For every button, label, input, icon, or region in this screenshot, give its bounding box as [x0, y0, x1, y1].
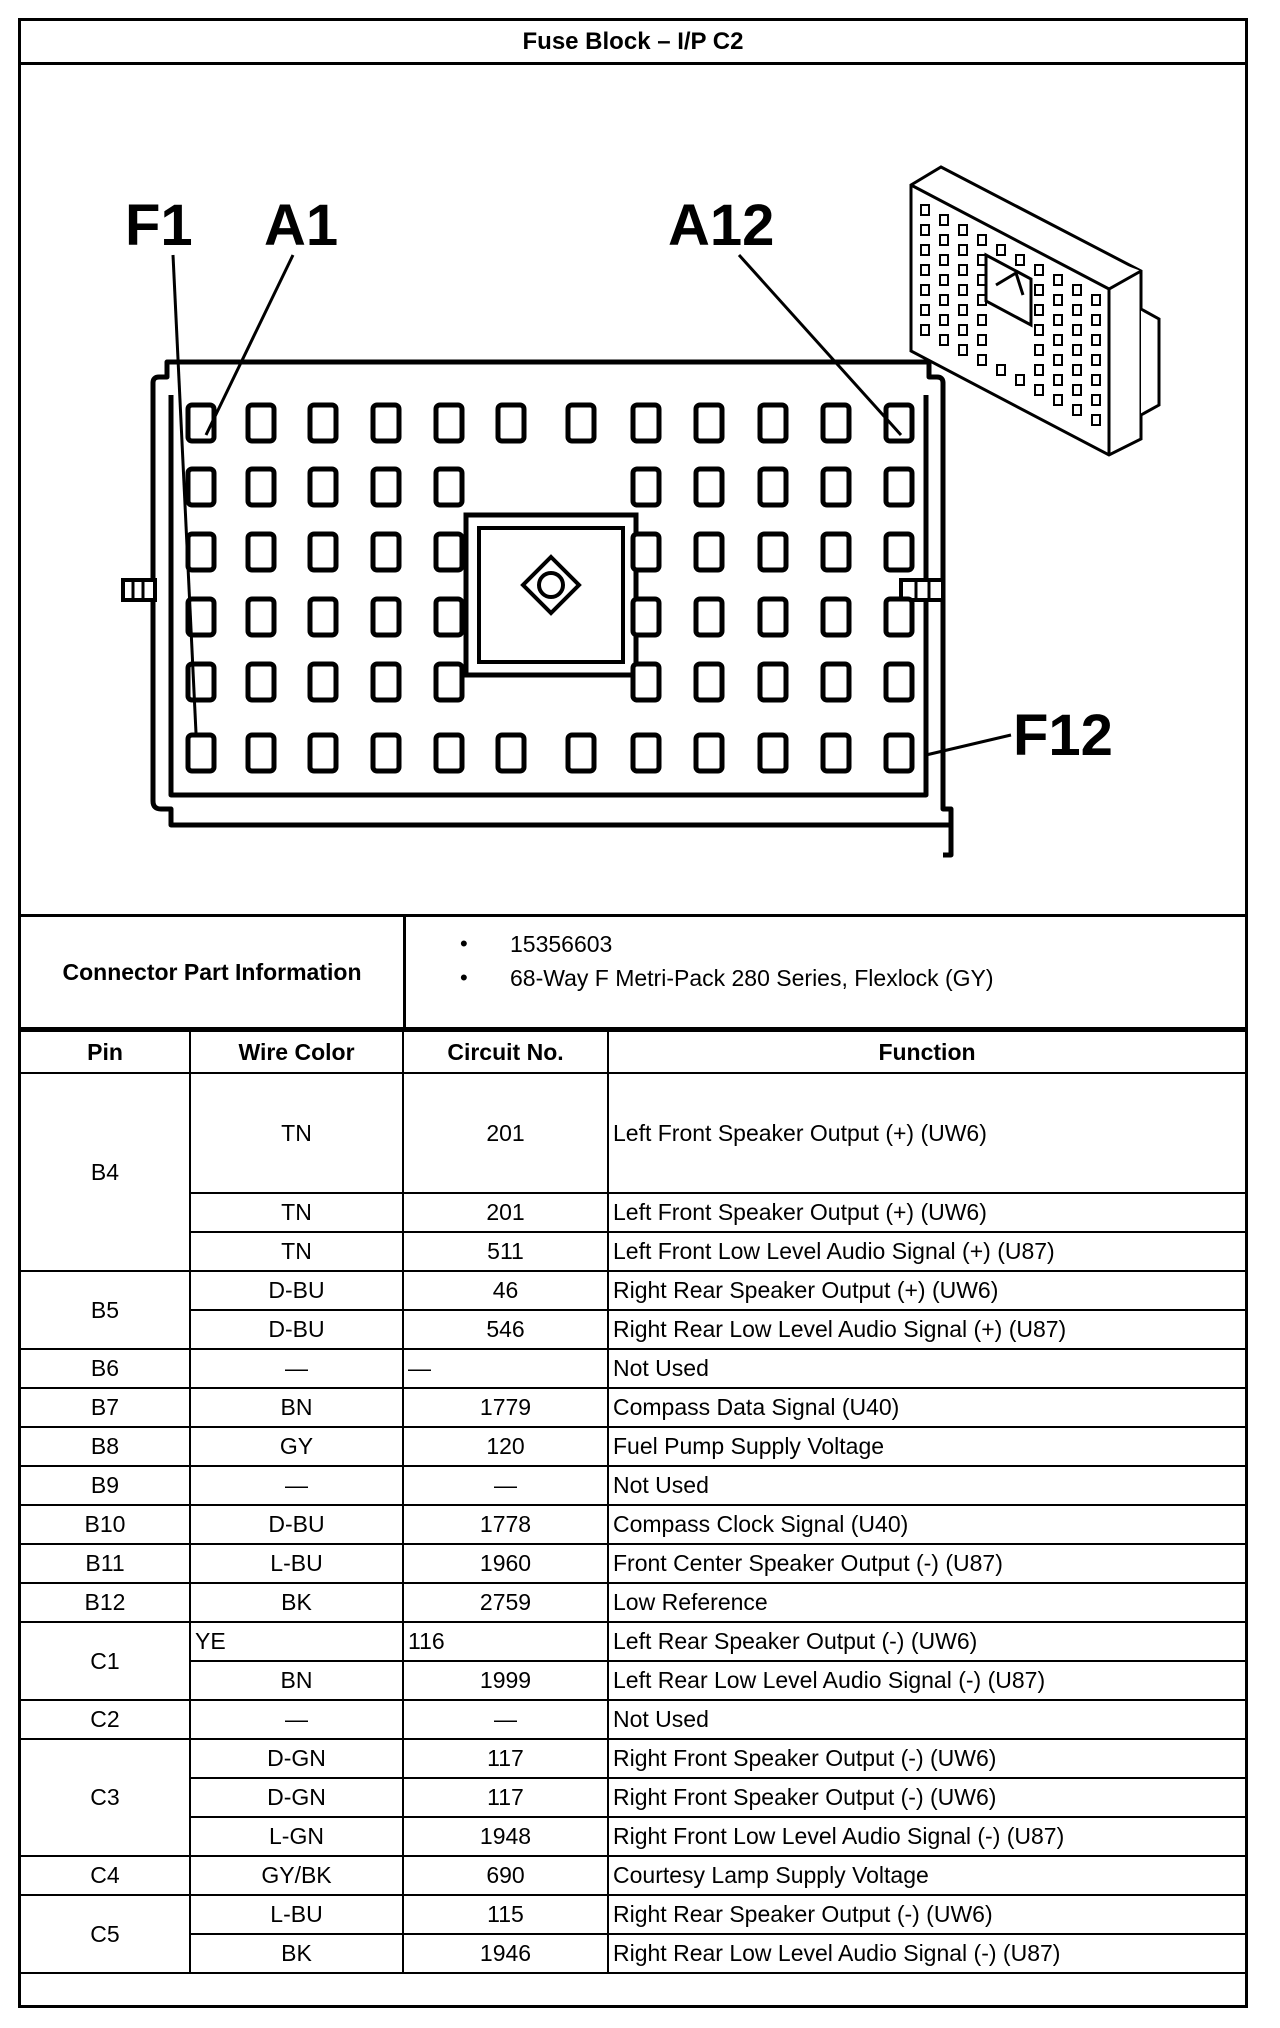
- thumbnail-cavity: [1092, 415, 1100, 425]
- circuit-cell: —: [403, 1349, 608, 1388]
- terminal-cavity: [696, 469, 722, 505]
- pin-cell: C4: [21, 1856, 190, 1895]
- thumbnail-cavity: [1054, 275, 1062, 285]
- terminal-cavity: [760, 534, 786, 570]
- terminal-cavity: [886, 469, 912, 505]
- pin-cell: B9: [21, 1466, 190, 1505]
- thumbnail-cavity: [1035, 325, 1043, 335]
- left-latch: [123, 580, 155, 600]
- thumbnail-cavity: [1073, 345, 1081, 355]
- function-cell: Right Front Low Level Audio Signal (-) (U87): [608, 1817, 1245, 1856]
- thumbnail-cavity: [1035, 265, 1043, 275]
- terminal-cavity: [310, 534, 336, 570]
- terminal-cavity: [436, 599, 462, 635]
- terminal-cavity: [373, 664, 399, 700]
- pin-cell: C2: [21, 1700, 190, 1739]
- thumbnail-cavity: [1016, 255, 1024, 265]
- function-cell: Right Front Speaker Output (-) (UW6): [608, 1778, 1245, 1817]
- table-row: [21, 1817, 1245, 1856]
- circuit-cell: 1946: [403, 1934, 608, 1973]
- thumbnail-cavity: [940, 315, 948, 325]
- thumbnail-cavity: [978, 315, 986, 325]
- pin-cell: B6: [21, 1349, 190, 1388]
- center-key: [466, 515, 636, 675]
- pin-cell: C1: [21, 1622, 190, 1700]
- function-cell: Low Reference: [608, 1583, 1245, 1622]
- terminal-cavity: [436, 534, 462, 570]
- thumbnail-cavity: [1073, 385, 1081, 395]
- circuit-cell: 2759: [403, 1583, 608, 1622]
- table-row: [21, 1856, 1245, 1895]
- thumbnail-cavity: [1054, 315, 1062, 325]
- connector-info-label: Connector Part Information: [21, 917, 406, 1027]
- terminal-cavity: [886, 534, 912, 570]
- function-cell: Left Front Speaker Output (+) (UW6): [608, 1193, 1245, 1232]
- thumbnail-cavity: [959, 305, 967, 315]
- function-cell: Right Rear Low Level Audio Signal (-) (U87): [608, 1934, 1245, 1973]
- thumbnail-cavity: [940, 215, 948, 225]
- thumbnail-cavity: [1054, 355, 1062, 365]
- circuit-cell: 46: [403, 1271, 608, 1310]
- table-row: [21, 1700, 1245, 1739]
- terminal-cavity: [373, 534, 399, 570]
- circuit-cell: 546: [403, 1310, 608, 1349]
- terminal-cavity: [498, 405, 524, 441]
- terminal-cavity: [373, 599, 399, 635]
- wire-color-cell: BK: [190, 1934, 403, 1973]
- wire-color-cell: D-BU: [190, 1271, 403, 1310]
- function-cell: Not Used: [608, 1700, 1245, 1739]
- thumbnail-cavity: [959, 245, 967, 255]
- connector-isometric-icon: [911, 167, 1159, 455]
- function-cell: Fuel Pump Supply Voltage: [608, 1427, 1245, 1466]
- terminal-cavity: [568, 405, 594, 441]
- terminal-cavity: [823, 664, 849, 700]
- pin-cell: B4: [21, 1073, 190, 1271]
- wire-color-cell: TN: [190, 1232, 403, 1271]
- wire-color-cell: L-GN: [190, 1817, 403, 1856]
- terminal-cavity: [886, 664, 912, 700]
- function-cell: Left Front Speaker Output (+) (UW6): [608, 1073, 1245, 1193]
- terminal-cavity: [823, 599, 849, 635]
- terminal-cavity: [188, 469, 214, 505]
- wire-color-cell: D-GN: [190, 1778, 403, 1817]
- thumbnail-cavity: [921, 205, 929, 215]
- terminal-cavity: [633, 469, 659, 505]
- terminal-cavity: [248, 599, 274, 635]
- thumbnail-cavity: [1035, 365, 1043, 375]
- thumbnail-cavity: [1073, 405, 1081, 415]
- thumbnail-cavity: [1073, 285, 1081, 295]
- table-row: [21, 1349, 1245, 1388]
- table-row: [21, 1271, 1245, 1310]
- thumbnail-cavity: [1054, 395, 1062, 405]
- pin-label-f1: F1: [125, 193, 193, 258]
- wire-color-cell: D-BU: [190, 1505, 403, 1544]
- thumbnail-cavity: [921, 285, 929, 295]
- terminal-cavity: [760, 405, 786, 441]
- table-row: [21, 1583, 1245, 1622]
- terminal-cavity: [436, 735, 462, 771]
- pin-cell: B11: [21, 1544, 190, 1583]
- function-cell: Not Used: [608, 1349, 1245, 1388]
- thumbnail-cavity: [978, 235, 986, 245]
- thumbnail-cavity: [1092, 395, 1100, 405]
- pinout-table: [21, 1030, 1245, 1974]
- circuit-cell: 115: [403, 1895, 608, 1934]
- pin-cell: B7: [21, 1388, 190, 1427]
- function-cell: Right Rear Speaker Output (+) (UW6): [608, 1271, 1245, 1310]
- table-header-row: [21, 1031, 1245, 1073]
- pin-cell: B8: [21, 1427, 190, 1466]
- wire-color-cell: BN: [190, 1388, 403, 1427]
- terminal-cavity: [436, 469, 462, 505]
- function-cell: Right Rear Low Level Audio Signal (+) (U87): [608, 1310, 1245, 1349]
- terminal-cavity: [760, 599, 786, 635]
- circuit-cell: 1948: [403, 1817, 608, 1856]
- function-cell: Not Used: [608, 1466, 1245, 1505]
- thumbnail-cavity: [1054, 295, 1062, 305]
- thumbnail-cavity: [1054, 375, 1062, 385]
- circuit-cell: 116: [403, 1622, 608, 1661]
- thumbnail-cavity: [1092, 335, 1100, 345]
- circuit-cell: 117: [403, 1778, 608, 1817]
- thumbnail-cavity: [921, 225, 929, 235]
- table-row: [21, 1544, 1245, 1583]
- thumbnail-cavity: [978, 355, 986, 365]
- function-cell: Left Rear Low Level Audio Signal (-) (U87): [608, 1661, 1245, 1700]
- table-row: [21, 1193, 1245, 1232]
- thumbnail-cavity: [997, 245, 1005, 255]
- terminal-cavity: [760, 735, 786, 771]
- thumbnail-cavity: [1092, 315, 1100, 325]
- header-wire-color: Wire Color: [190, 1031, 403, 1073]
- pin-cell: C3: [21, 1739, 190, 1856]
- circuit-cell: 1960: [403, 1544, 608, 1583]
- table-row: [21, 1073, 1245, 1193]
- pin-cell: B5: [21, 1271, 190, 1349]
- wire-color-cell: GY: [190, 1427, 403, 1466]
- pin-label-a1: A1: [264, 193, 339, 258]
- terminal-cavity: [310, 664, 336, 700]
- terminal-cavity: [188, 735, 214, 771]
- connector-part-information: [21, 914, 1245, 1030]
- wire-color-cell: BN: [190, 1661, 403, 1700]
- terminal-cavity: [188, 405, 214, 441]
- wire-color-cell: —: [190, 1700, 403, 1739]
- function-cell: Right Rear Speaker Output (-) (UW6): [608, 1895, 1245, 1934]
- terminal-cavity: [823, 735, 849, 771]
- thumbnail-cavity: [959, 265, 967, 275]
- terminal-cavity: [823, 534, 849, 570]
- wire-color-cell: —: [190, 1349, 403, 1388]
- connector-diagram: [21, 65, 1245, 914]
- circuit-cell: 120: [403, 1427, 608, 1466]
- thumbnail-cavity: [940, 275, 948, 285]
- pin-cell: B12: [21, 1583, 190, 1622]
- terminal-cavity: [823, 405, 849, 441]
- circuit-cell: 117: [403, 1739, 608, 1778]
- function-cell: Compass Data Signal (U40): [608, 1388, 1245, 1427]
- header-function: Function: [608, 1031, 1245, 1073]
- thumbnail-cavity: [1092, 375, 1100, 385]
- terminal-cavity: [498, 735, 524, 771]
- terminal-cavity: [310, 735, 336, 771]
- function-cell: Compass Clock Signal (U40): [608, 1505, 1245, 1544]
- thumbnail-cavity: [1073, 325, 1081, 335]
- thumbnail-cavity: [1035, 285, 1043, 295]
- terminal-cavity: [310, 405, 336, 441]
- pin-label-a12: A12: [668, 193, 775, 258]
- connector-sheet: [18, 18, 1248, 2008]
- circuit-cell: —: [403, 1466, 608, 1505]
- table-row: [21, 1427, 1245, 1466]
- thumbnail-cavity: [940, 255, 948, 265]
- thumbnail-cavity: [1016, 375, 1024, 385]
- thumbnail-cavity: [959, 345, 967, 355]
- terminal-cavity: [436, 664, 462, 700]
- pin-label-f12: F12: [1013, 703, 1113, 768]
- page-title: Fuse Block – I/P C2: [21, 21, 1245, 65]
- thumbnail-cavity: [1035, 305, 1043, 315]
- terminal-cavity: [633, 735, 659, 771]
- terminal-cavity: [696, 735, 722, 771]
- terminal-cavity: [886, 735, 912, 771]
- thumbnail-cavity: [940, 295, 948, 305]
- function-cell: Left Front Low Level Audio Signal (+) (U87): [608, 1232, 1245, 1271]
- function-cell: Left Rear Speaker Output (-) (UW6): [608, 1622, 1245, 1661]
- table-row: [21, 1739, 1245, 1778]
- table-row: [21, 1466, 1245, 1505]
- table-row: [21, 1505, 1245, 1544]
- terminal-cavity: [373, 405, 399, 441]
- terminal-cavity: [633, 599, 659, 635]
- thumbnail-cavity: [1092, 355, 1100, 365]
- table-row: [21, 1622, 1245, 1661]
- wire-color-cell: TN: [190, 1073, 403, 1193]
- wire-color-cell: D-BU: [190, 1310, 403, 1349]
- header-pin: Pin: [21, 1031, 190, 1073]
- wire-color-cell: YE: [190, 1622, 403, 1661]
- terminal-cavity: [310, 469, 336, 505]
- thumbnail-cavity: [921, 305, 929, 315]
- thumbnail-cavity: [1054, 335, 1062, 345]
- table-row: [21, 1895, 1245, 1934]
- wire-color-cell: L-BU: [190, 1544, 403, 1583]
- circuit-cell: 511: [403, 1232, 608, 1271]
- table-row: [21, 1934, 1245, 1973]
- function-cell: Front Center Speaker Output (-) (U87): [608, 1544, 1245, 1583]
- connector-face-drawing: [21, 65, 1245, 914]
- wire-color-cell: D-GN: [190, 1739, 403, 1778]
- header-circuit-no: Circuit No.: [403, 1031, 608, 1073]
- circuit-cell: 690: [403, 1856, 608, 1895]
- pin-cell: B10: [21, 1505, 190, 1544]
- thumbnail-cavity: [1073, 365, 1081, 375]
- terminal-cavity: [248, 469, 274, 505]
- terminal-cavity: [310, 599, 336, 635]
- terminal-cavity: [248, 534, 274, 570]
- terminal-cavity: [633, 405, 659, 441]
- thumbnail-cavity: [1035, 345, 1043, 355]
- connector-description: • 68-Way F Metri-Pack 280 Series, Flexlock (GY): [406, 961, 1245, 995]
- table-row: [21, 1388, 1245, 1427]
- terminal-cavity: [696, 664, 722, 700]
- thumbnail-cavity: [921, 325, 929, 335]
- pinout-rows: [21, 1073, 1245, 1973]
- connector-part-number: • 15356603: [406, 927, 1245, 961]
- terminal-cavity: [373, 735, 399, 771]
- terminal-cavity: [823, 469, 849, 505]
- wire-color-cell: BK: [190, 1583, 403, 1622]
- wire-color-cell: L-BU: [190, 1895, 403, 1934]
- terminal-cavity: [633, 534, 659, 570]
- circuit-cell: —: [403, 1700, 608, 1739]
- connector-info-list: [406, 917, 1245, 1037]
- thumbnail-cavity: [997, 365, 1005, 375]
- circuit-cell: 201: [403, 1193, 608, 1232]
- thumbnail-cavity: [959, 225, 967, 235]
- table-row: [21, 1778, 1245, 1817]
- thumbnail-cavity: [921, 265, 929, 275]
- terminal-cavity: [760, 664, 786, 700]
- terminal-cavity: [248, 735, 274, 771]
- thumbnail-cavity: [940, 335, 948, 345]
- thumbnail-cavity: [959, 285, 967, 295]
- table-row: [21, 1661, 1245, 1700]
- wire-color-cell: GY/BK: [190, 1856, 403, 1895]
- wire-color-cell: TN: [190, 1193, 403, 1232]
- thumbnail-cavity: [978, 335, 986, 345]
- terminal-cavity: [248, 664, 274, 700]
- terminal-cavity: [696, 599, 722, 635]
- circuit-cell: 1778: [403, 1505, 608, 1544]
- terminal-cavity: [886, 599, 912, 635]
- circuit-cell: 201: [403, 1073, 608, 1193]
- terminal-cavity: [696, 534, 722, 570]
- thumbnail-cavity: [1092, 295, 1100, 305]
- thumbnail-cavity: [959, 325, 967, 335]
- terminal-cavity: [373, 469, 399, 505]
- terminal-cavity: [696, 405, 722, 441]
- terminal-cavity: [760, 469, 786, 505]
- terminal-cavity: [436, 405, 462, 441]
- wire-color-cell: —: [190, 1466, 403, 1505]
- terminal-cavity: [633, 664, 659, 700]
- thumbnail-cavity: [1073, 305, 1081, 315]
- thumbnail-cavity: [940, 235, 948, 245]
- table-row: [21, 1232, 1245, 1271]
- pin-cell: C5: [21, 1895, 190, 1973]
- terminal-cavity: [188, 534, 214, 570]
- circuit-cell: 1999: [403, 1661, 608, 1700]
- thumbnail-cavity: [1035, 385, 1043, 395]
- table-row: [21, 1310, 1245, 1349]
- thumbnail-cavity: [921, 245, 929, 255]
- terminal-cavity: [248, 405, 274, 441]
- function-cell: Right Front Speaker Output (-) (UW6): [608, 1739, 1245, 1778]
- terminal-cavity: [568, 735, 594, 771]
- function-cell: Courtesy Lamp Supply Voltage: [608, 1856, 1245, 1895]
- circuit-cell: 1779: [403, 1388, 608, 1427]
